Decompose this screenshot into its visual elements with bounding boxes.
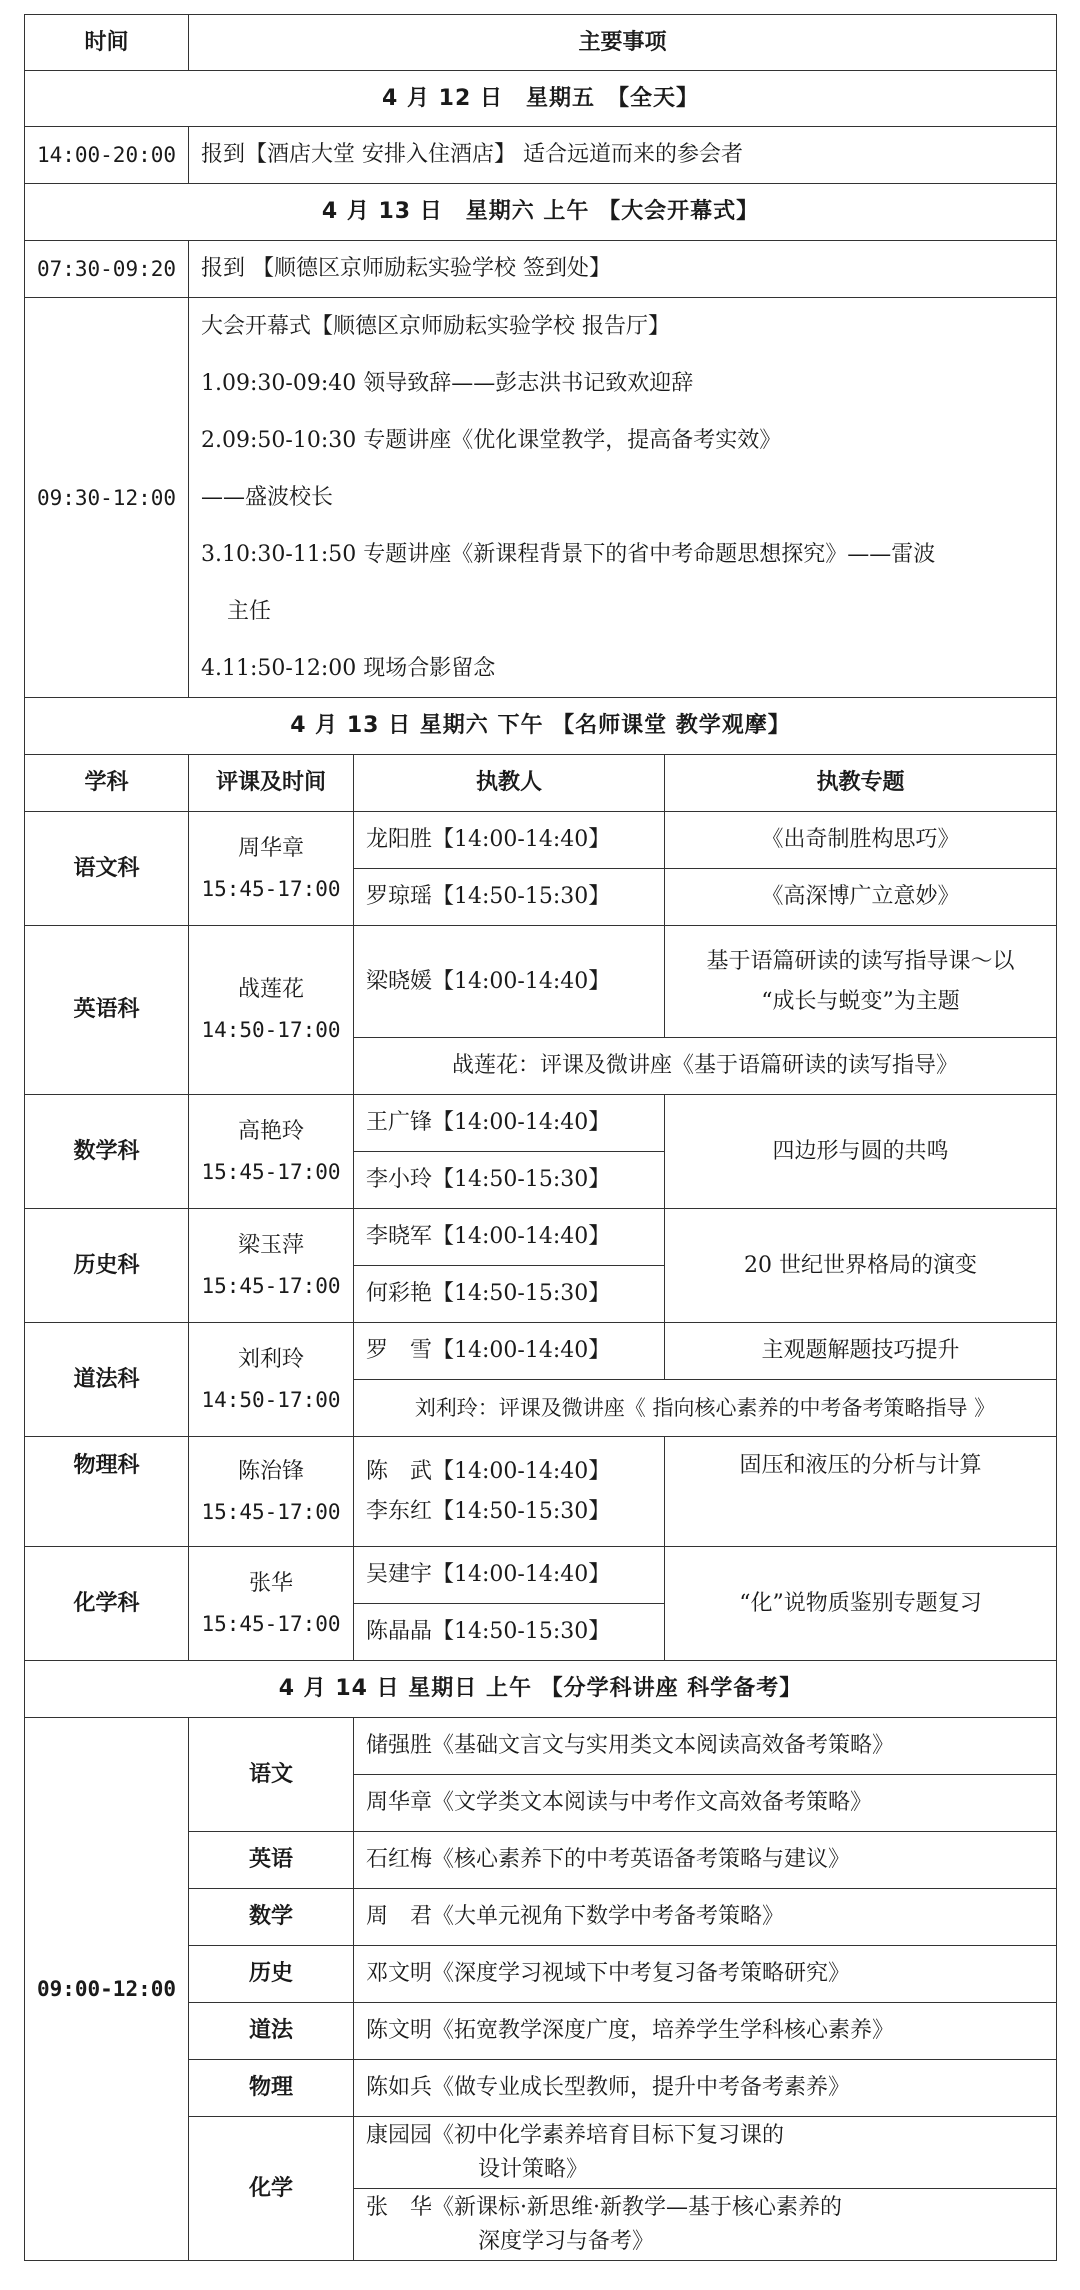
teacher-slot: 陈晶晶【14:50-15:30】 xyxy=(354,1604,665,1661)
teacher-slot: 吴建宇【14:00-14:40】 xyxy=(354,1547,665,1604)
subject-name: 语文 xyxy=(189,1718,354,1832)
topic-line: 基于语篇研读的读写指导课～以 xyxy=(706,948,1015,974)
day1-bar: 4 月 12 日 星期五 【全天】 xyxy=(25,71,1057,127)
reviewer-time: 14:50-17:00 xyxy=(201,1018,341,1042)
subject-name: 化学科 xyxy=(25,1547,189,1661)
row-text: 报到【酒店大堂 安排入住酒店】 适合远道而来的参会者 xyxy=(189,127,1057,184)
subject-name: 数学 xyxy=(189,1889,354,1946)
reviewer-name: 陈治锋 xyxy=(237,1458,304,1484)
subject-name: 数学科 xyxy=(25,1095,189,1209)
reviewer-time: 14:50-17:00 xyxy=(201,1387,341,1412)
lecture-item: 石红梅《核心素养下的中考英语备考策略与建议》 xyxy=(354,1832,1057,1889)
lecture-item: 陈如兵《做专业成长型教师，提升中考备考素养》 xyxy=(354,2060,1057,2117)
table-row xyxy=(25,241,1057,298)
subheader-row xyxy=(25,755,1057,812)
topic: 《出奇制胜构思巧》 xyxy=(665,812,1057,869)
reviewer-cell xyxy=(189,1323,354,1437)
reviewer-cell xyxy=(189,1437,354,1547)
subject-name: 道法科 xyxy=(25,1323,189,1437)
reviewer-cell xyxy=(189,1209,354,1323)
subject-name: 物理 xyxy=(189,2060,354,2117)
teacher-slot: 李东红【14:50-15:30】 xyxy=(366,1498,611,1524)
lecture-line-cont: 深度学习与备考》 xyxy=(478,2228,655,2254)
lecture-item: 周华章《文学类文本阅读与中考作文高效备考策略》 xyxy=(354,1775,1057,1832)
topic: 《高深博广立意妙》 xyxy=(665,869,1057,926)
subject-name: 化学 xyxy=(189,2117,354,2261)
reviewer-cell xyxy=(189,1547,354,1661)
subject-name: 历史 xyxy=(189,1946,354,2003)
reviewer-name: 张华 xyxy=(248,1570,293,1596)
header-main: 主要事项 xyxy=(189,15,1057,71)
ceremony-content xyxy=(189,298,1057,698)
reviewer-cell xyxy=(189,812,354,926)
lecture-item xyxy=(354,2189,1057,2261)
day-bar xyxy=(25,184,1057,241)
topic: 主观题解题技巧提升 xyxy=(665,1323,1057,1380)
table-row xyxy=(25,1547,1057,1604)
lecture-item: 邓文明《深度学习视域下中考复习备考策略研究》 xyxy=(354,1946,1057,2003)
day3-bar: 4 月 14 日 星期日 上午 【分学科讲座 科学备考】 xyxy=(25,1661,1057,1718)
day-bar xyxy=(25,698,1057,755)
reviewer-name: 周华章 xyxy=(237,835,304,861)
table-row xyxy=(25,926,1057,1038)
teacher-slot: 李晓军【14:00-14:40】 xyxy=(354,1209,665,1266)
row-time: 09:30-12:00 xyxy=(25,298,189,698)
lecture-line-cont: 设计策略》 xyxy=(478,2156,589,2182)
header-time: 时间 xyxy=(25,15,189,71)
teacher-cell xyxy=(354,1437,665,1547)
col-review: 评课及时间 xyxy=(189,755,354,812)
lecture-item xyxy=(354,2117,1057,2189)
col-subject: 学科 xyxy=(25,755,189,812)
reviewer-name: 梁玉萍 xyxy=(237,1232,304,1258)
lecture-line: 张 华《新课标·新思维·新教学—基于核心素养的 xyxy=(366,2194,842,2220)
ceremony-line: ——盛波校长 xyxy=(201,485,334,510)
teacher-slot: 陈 武【14:00-14:40】 xyxy=(366,1458,611,1484)
row-text: 报到 【顺德区京师励耘实验学校 签到处】 xyxy=(189,241,1057,298)
teacher-slot: 龙阳胜【14:00-14:40】 xyxy=(354,812,665,869)
teacher-slot: 王广锋【14:00-14:40】 xyxy=(354,1095,665,1152)
reviewer-name: 刘利玲 xyxy=(237,1346,304,1372)
subject-name: 物理科 xyxy=(25,1437,189,1547)
col-topic: 执教专题 xyxy=(665,755,1057,812)
row-time: 14:00-20:00 xyxy=(25,127,189,184)
table-row xyxy=(25,812,1057,869)
day-bar xyxy=(25,1661,1057,1718)
ceremony-line: 1.09:30-09:40 领导致辞——彭志洪书记致欢迎辞 xyxy=(201,371,694,396)
reviewer-time: 15:45-17:00 xyxy=(201,1159,341,1184)
day-bar xyxy=(25,71,1057,127)
topic: 四边形与圆的共鸣 xyxy=(665,1095,1057,1209)
reviewer-time: 15:45-17:00 xyxy=(201,876,341,901)
subject-name: 英语科 xyxy=(25,926,189,1095)
topic: “化”说物质鉴别专题复习 xyxy=(665,1547,1057,1661)
day2pm-bar: 4 月 13 日 星期六 下午 【名师课堂 教学观摩】 xyxy=(25,698,1057,755)
reviewer-time: 15:45-17:00 xyxy=(201,1273,341,1298)
ceremony-line: 主任 xyxy=(227,599,272,624)
lecture-line: 康园园《初中化学素养培育目标下复习课的 xyxy=(366,2122,785,2148)
day2am-bar: 4 月 13 日 星期六 上午 【大会开幕式】 xyxy=(25,184,1057,241)
table-row xyxy=(25,1437,1057,1547)
table-row xyxy=(25,127,1057,184)
ceremony-line: 4.11:50-12:00 现场合影留念 xyxy=(201,656,496,681)
teacher-slot: 罗 雪【14:00-14:40】 xyxy=(354,1323,665,1380)
ceremony-line: 3.10:30-11:50 专题讲座《新课程背景下的省中考命题思想探究》——雷波 xyxy=(201,542,936,567)
review-note: 刘利玲：评课及微讲座《 指向核心素养的中考备考策略指导 》 xyxy=(354,1380,1057,1437)
table-row xyxy=(25,1095,1057,1152)
topic: 固压和液压的分析与计算 xyxy=(665,1437,1057,1547)
ceremony-line: 2.09:50-10:30 专题讲座《优化课堂教学，提高备考实效》 xyxy=(201,428,782,453)
table-row xyxy=(25,1209,1057,1266)
teacher-slot: 何彩艳【14:50-15:30】 xyxy=(354,1266,665,1323)
schedule-sheet xyxy=(24,14,1056,2261)
lecture-item: 周 君《大单元视角下数学中考备考策略》 xyxy=(354,1889,1057,1946)
topic-line: “成长与蜕变”为主题 xyxy=(761,988,960,1014)
subject-name: 英语 xyxy=(189,1832,354,1889)
subject-name: 道法 xyxy=(189,2003,354,2060)
table-header-row xyxy=(25,15,1057,71)
teacher-slot: 罗琼瑶【14:50-15:30】 xyxy=(354,869,665,926)
subject-name: 语文科 xyxy=(25,812,189,926)
lecture-item: 陈文明《拓宽教学深度广度，培养学生学科核心素养》 xyxy=(354,2003,1057,2060)
lecture-item: 储强胜《基础文言文与实用类文本阅读高效备考策略》 xyxy=(354,1718,1057,1775)
reviewer-time: 15:45-17:00 xyxy=(201,1611,341,1636)
topic: 20 世纪世界格局的演变 xyxy=(665,1209,1057,1323)
review-note: 战莲花：评课及微讲座《基于语篇研读的读写指导》 xyxy=(354,1038,1057,1095)
table-row xyxy=(25,1323,1057,1380)
reviewer-time: 15:45-17:00 xyxy=(201,1499,341,1524)
topic xyxy=(665,926,1057,1038)
reviewer-cell xyxy=(189,1095,354,1209)
table-row xyxy=(25,1718,1057,1775)
teacher-slot: 梁晓媛【14:00-14:40】 xyxy=(354,926,665,1038)
col-teacher: 执教人 xyxy=(354,755,665,812)
teacher-slot: 李小玲【14:50-15:30】 xyxy=(354,1152,665,1209)
table-row xyxy=(25,298,1057,698)
reviewer-cell xyxy=(189,926,354,1095)
reviewer-name: 高艳玲 xyxy=(237,1118,304,1144)
ceremony-line: 大会开幕式【顺德区京师励耘实验学校 报告厅】 xyxy=(201,314,670,339)
row-time: 09:00-12:00 xyxy=(25,1718,189,2261)
schedule-table xyxy=(24,14,1057,2261)
reviewer-name: 战莲花 xyxy=(237,977,304,1002)
subject-name: 历史科 xyxy=(25,1209,189,1323)
row-time: 07:30-09:20 xyxy=(25,241,189,298)
